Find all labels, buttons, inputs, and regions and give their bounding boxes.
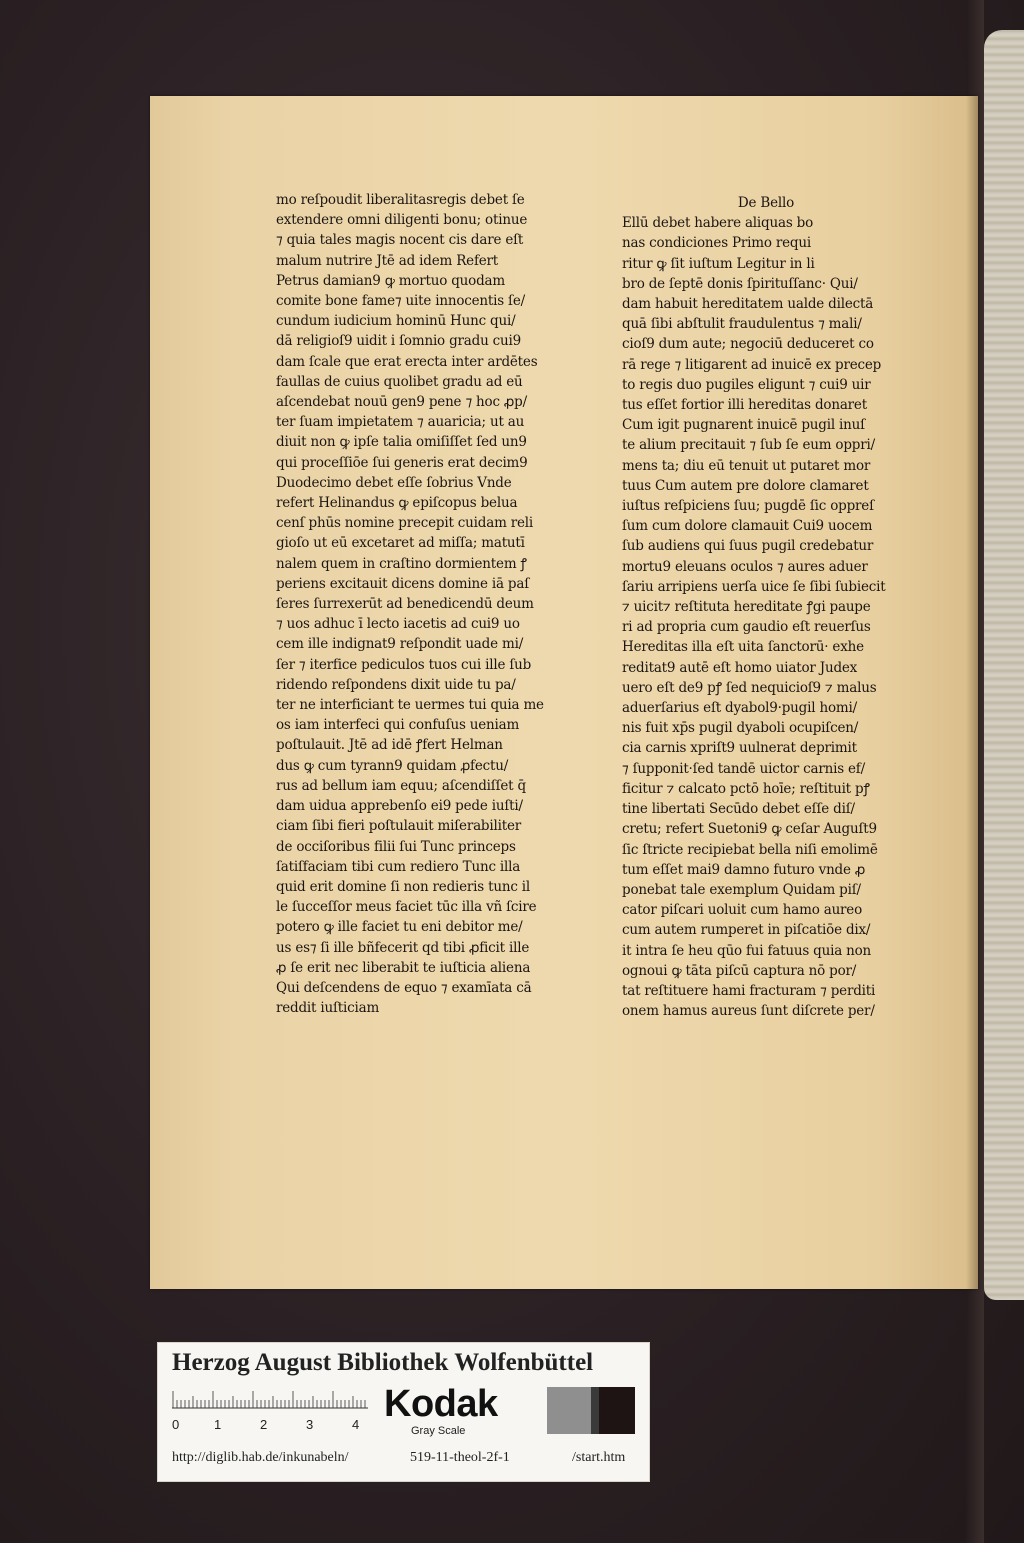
text-line: Qui deſcendens de equo ⁊ examīata cā [276, 979, 532, 996]
text-line: quā ſibi abſtulit fraudulentus ⁊ mali/ [622, 316, 862, 333]
text-line: reditat9 autē eſt homo uiator Judex [622, 659, 858, 676]
text-line: mens ta; diu eū tenuit ut putaret mor [622, 457, 871, 474]
text-line: ſer ⁊ iterfice pediculos tuos cui ille ſub [276, 656, 532, 673]
text-line: mortu9 eleuans oculos ⁊ aures aduer [622, 558, 868, 575]
text-line: ridendo reſpondens dixit uide tu pa/ [276, 676, 516, 693]
text-line: ſariu arripiens uerſa uice ſe ſibi ſubiecit [622, 578, 886, 595]
text-line: ſatiſfaciam tibi cum rediero Tunc illa [276, 858, 521, 875]
text-line: ꝓ ſe erit nec liberabit te iuſticia aliena [276, 959, 531, 976]
text-line: dam habuit hereditatem ualde dilectā [622, 296, 874, 313]
text-line: aſcendebat nouū gen9 pene ⁊ hoc ꝓp/ [276, 394, 527, 411]
text-line: Petrus damian9 ꝙ mortuo quodam [276, 272, 505, 289]
text-line: os iam interfeci qui confuſus ueniam [276, 717, 520, 734]
text-line: ognoui ꝙ tāta piſcū captura nō por/ [622, 962, 857, 979]
ruler-scale [172, 1391, 368, 1409]
gray-patch-black [599, 1387, 635, 1434]
text-line: rā rege ⁊ litigarent ad inuicē ex precep [622, 356, 882, 373]
url-suffix: /start.htm [572, 1450, 626, 1465]
text-line: potero ꝙ ille faciet tu eni debitor me/ [276, 919, 523, 936]
text-line: cator piſcari uoluit cum hamo aureo [622, 902, 863, 919]
text-line: tine libertati Secūdo debet eſſe diſ/ [622, 801, 855, 818]
text-line: cenſ phūs nomine precepit cuidam reli [276, 515, 534, 532]
text-line: iuſtus reſpiciens ſuu; pugdē ſic oppreſ [622, 498, 874, 515]
text-line: dam uidua apprebenſo ei9 pede iuſti/ [276, 798, 523, 815]
ruler-number: 4 [352, 1417, 360, 1432]
adjacent-page-edge [984, 30, 1024, 1300]
text-line: cia carnis xpriſt9 uulnerat deprimit [622, 740, 857, 757]
text-line: malum nutrire Jtē ad idem Refert [276, 252, 499, 269]
text-line: dus ꝙ cum tyrann9 quidam ꝓfectu/ [276, 757, 509, 774]
text-line: cum autem rumperet in piſcatiōe dix/ [622, 922, 871, 939]
text-line: de occiſoribus filii ſui Tunc princeps [276, 838, 516, 855]
url-id: 519-11-theol-2f-1 [410, 1450, 510, 1465]
ruler-numbers [172, 1417, 392, 1433]
text-line: to regis duo pugiles eligunt ⁊ cui9 uir [622, 376, 871, 393]
text-line: onem hamus aureus ſunt diſcrete per/ [622, 1003, 875, 1020]
text-line: quid erit domine ſi non redieris tunc il [276, 878, 531, 895]
text-line: it intra ſe heu qūo fui fatuus quia non [622, 942, 872, 959]
text-line: ſub audiens qui ſuus pugil credebatur [622, 538, 874, 555]
text-line: extendere omni diligenti bonu; otinue [276, 212, 528, 229]
text-line: nis fuit xp̄s pugil dyaboli ocupiſcen/ [622, 720, 859, 737]
left-text-column [276, 190, 572, 1018]
text-line: ⁊ quia tales magis nocent cis dare eſt [276, 232, 524, 249]
text-line: poſtulauit. Jtē ad idē ꝭfert Helman [276, 737, 503, 754]
text-line: tat reſtituere hami fracturam ⁊ perditi [622, 982, 876, 999]
gray-patch-dark [591, 1387, 599, 1434]
gray-patch-mid [547, 1387, 591, 1434]
url-prefix: http://diglib.hab.de/inkunabeln/ [172, 1450, 349, 1465]
gray-scale-label: Gray Scale [411, 1425, 466, 1437]
text-line: periens excitauit dicens domine iā paſ [276, 575, 530, 592]
section-heading: De Bello [737, 195, 795, 211]
text-line: reddit iuſticiam [276, 1000, 380, 1017]
ruler-number: 0 [172, 1417, 180, 1432]
text-line: te alium precitauit ⁊ ſub ſe eum oppri/ [622, 437, 875, 454]
right-text-column [622, 193, 910, 1021]
text-line: cundum iudicium hominū Hunc qui/ [276, 313, 516, 330]
ruler-number: 3 [306, 1417, 314, 1432]
text-line: rus ad bellum iam equu; aſcendiſſet q̄ [276, 777, 526, 794]
text-line: Hereditas illa eſt uita ſanctorū· exhe [622, 639, 864, 656]
text-line: us es⁊ ſi ille bñfecerit qd tibi ꝓficit ille [276, 939, 530, 956]
text-line: ſum cum dolore clamauit Cui9 uocem [622, 518, 873, 535]
text-line: mo reſpoudit liberalitasregis debet ſe [276, 192, 525, 208]
text-line: le ſucceſſor meus faciet tūc illa vñ ſcire [276, 899, 537, 916]
text-line: faullas de cuius quolibet gradu ad eū [276, 373, 523, 390]
text-line: gioſo ut eū excetaret ad miſſa; matutī [276, 535, 525, 552]
text-line: nas condiciones Primo requi [622, 235, 811, 252]
text-line: qui proceſſiōe ſui generis erat decim9 [276, 454, 528, 471]
text-line: refert Helinandus ꝙ epiſcopus belua [276, 495, 518, 512]
text-line: Ellū debet habere aliquas bo [622, 215, 814, 232]
color-calibration-target [157, 1342, 650, 1482]
text-line: cioſ9 dum aute; negociū deduceret co [622, 336, 874, 353]
text-line: bro de ſeptē donis ſpirituſſanc· Qui/ [622, 275, 858, 292]
ruler-number: 2 [260, 1417, 268, 1432]
text-line: dā religioſ9 uidit i ſomnio gradu cui9 [276, 333, 522, 350]
text-line: ritur ꝙ ſit iuſtum Legitur in li [622, 255, 815, 272]
library-name: Herzog August Bibliothek Wolfenbüttel [172, 1349, 594, 1376]
kodak-logo: Kodak [384, 1383, 498, 1425]
text-line: ponebat tale exemplum Quidam piſ/ [622, 881, 861, 898]
url-strip [158, 1445, 649, 1473]
text-line: ri ad propria cum gaudio eſt reuerſus [622, 619, 871, 636]
text-line: ter ne interficiant te uermes tui quia me [276, 697, 544, 714]
text-line: tuus Cum autem pre dolore clamaret [622, 477, 869, 494]
text-line: ⁊ ſupponit·ſed tandē uictor carnis ef/ [622, 760, 865, 777]
text-line: ſeres ſurrexerūt ad benedicendū deum [276, 596, 534, 613]
text-line: ⁊ uos adhuc ī lecto iacetis ad cui9 uo [276, 616, 520, 633]
text-line: aduerſarius eſt dyabol9·pugil homi/ [622, 700, 857, 717]
text-line: diuit non ꝙ ipſe talia omiſiſſet ſed un9 [276, 434, 527, 451]
ruler-number: 1 [214, 1417, 222, 1432]
text-line: ⁊ uicit⁊ reſtituta hereditate ꝭgi paupe [622, 599, 871, 616]
text-line: uero eſt de9 pꝭ ſed nequicioſ9 ⁊ malus [622, 679, 877, 696]
text-line: ciam ſibi fieri poſtulauit miſerabiliter [276, 818, 521, 835]
text-line: ter ſuam impietatem ⁊ auaricia; ut au [276, 414, 525, 431]
text-line: tus eſſet fortior illi hereditas donaret [622, 397, 867, 414]
text-line: cem ille indignat9 reſpondit uade mi/ [276, 636, 524, 653]
text-line: cretu; refert Suetoni9 ꝙ ceſar Auguſt9 [622, 821, 877, 838]
text-line: tum eſſet mai9 damno futuro vnde ꝓ [622, 861, 866, 878]
text-line: Cum igit pugnarent inuicē pugil inuſ [622, 417, 865, 434]
text-line: ficitur ⁊ calcato pctō hoīe; reſtituit pꝭ [622, 780, 870, 797]
text-line: Duodecimo debet eſſe ſobrius Vnde [276, 474, 512, 491]
text-line: ſic ſtricte recipiebat bella niſi emolimē [622, 841, 878, 858]
text-line: dam ſcale que erat erecta inter ardētes [276, 353, 538, 370]
text-line: nalem quem in craſtino dormientem ꝭ [276, 555, 527, 572]
text-line: comite bone fame⁊ uite innocentis ſe/ [276, 293, 525, 310]
